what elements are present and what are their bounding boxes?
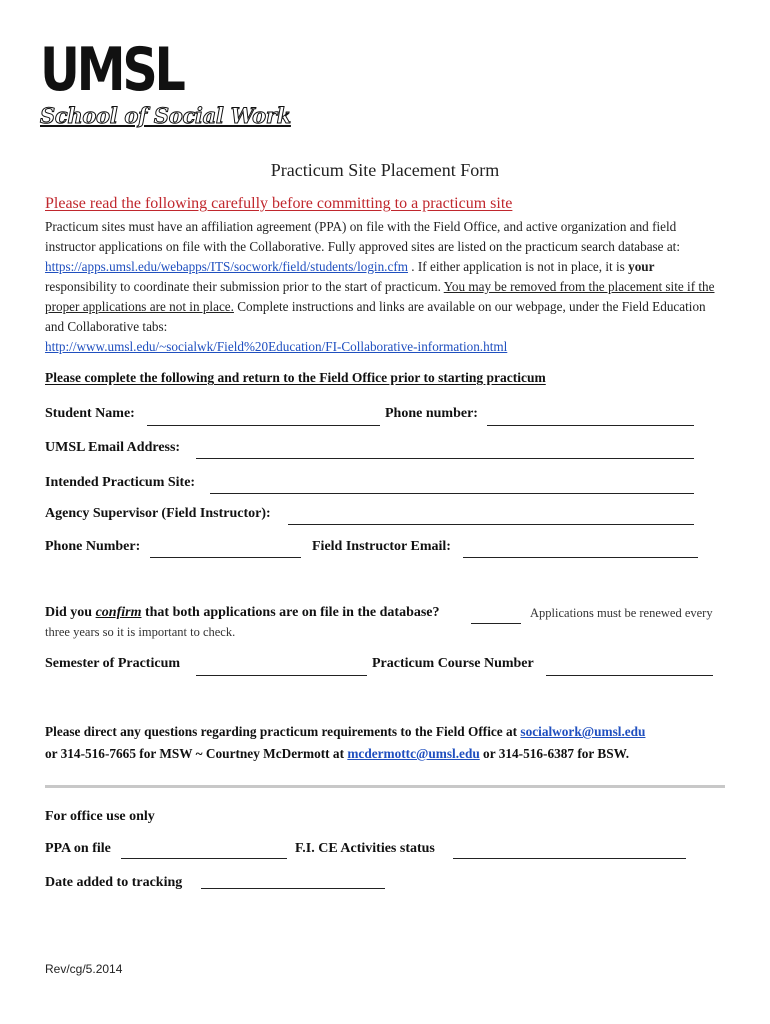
intro-bold-word: your — [628, 259, 655, 274]
intro-text-2: . If either application is not in place, it is — [408, 259, 629, 274]
logo-umsl-text: UMSL — [40, 35, 183, 105]
semester-label: Semester of Practicum — [45, 656, 181, 671]
agency-supervisor-field[interactable] — [288, 524, 694, 525]
fi-phone-label: Phone Number: — [45, 539, 141, 554]
course-number-label: Practicum Course Number — [372, 656, 534, 671]
field-office-email-link[interactable]: socialwork@umsl.edu — [520, 724, 646, 739]
intended-site-field[interactable] — [210, 493, 694, 494]
confirm-question — [45, 605, 440, 621]
intro-text-4: Complete instructions and links are available on our webpage, under the Field Education and Collaborative tabs: — [45, 299, 706, 334]
student-name-label: Student Name: — [45, 406, 135, 421]
bsw-email-link[interactable]: mcdermottc@umsl.edu — [347, 746, 480, 761]
warning-heading: Please read the following carefully before committing to a practicum site — [45, 195, 513, 212]
logo-school-text: School of Social Work — [40, 103, 291, 128]
intro-underlined-warning: You may be removed from the placement site if the proper applications are not in place. — [45, 279, 715, 314]
revision-footer: Rev/cg/5.2014 — [45, 962, 123, 976]
instruction-heading: Please complete the following and return to the Field Office prior to starting practicum — [45, 370, 546, 385]
fi-phone-field[interactable] — [150, 557, 301, 558]
umsl-email-field[interactable] — [196, 458, 694, 459]
confirm-pre: Did you — [45, 605, 96, 620]
intro-text-3: responsibility to coordinate their submission prior to the start of practicum. — [45, 279, 444, 294]
confirm-answer-field[interactable] — [471, 623, 521, 624]
intro-paragraph — [45, 217, 725, 357]
course-number-field[interactable] — [546, 675, 713, 676]
intro-text-1: Practicum sites must have an affiliation agreement (PPA) on file with the Field Office, and active organization and field instructor applications on file with the Collaborative. Fully approved sites are listed on the practicum search database at: — [45, 219, 681, 254]
date-added-field[interactable] — [201, 888, 385, 889]
umsl-email-label: UMSL Email Address: — [45, 440, 181, 455]
student-name-field[interactable] — [147, 425, 380, 426]
renew-note-2: three years so it is important to check. — [45, 625, 236, 639]
ppa-field[interactable] — [121, 858, 287, 859]
contact-paragraph — [45, 721, 735, 765]
fi-ce-label: F.I. CE Activities status — [295, 841, 435, 856]
section-divider — [45, 785, 725, 788]
contact-text-2: or 314-516-7665 for MSW ~ Courtney McDermott at — [45, 746, 348, 761]
phone-number-field[interactable] — [487, 425, 694, 426]
date-added-label: Date added to tracking — [45, 875, 183, 890]
umsl-logo — [40, 35, 291, 128]
webpage-link[interactable]: http://www.umsl.edu/~socialwk/Field%20Education/FI-Collaborative-information.html — [45, 339, 508, 354]
semester-field[interactable] — [196, 675, 367, 676]
form-title: Practicum Site Placement Form — [270, 160, 500, 180]
phone-number-label: Phone number: — [385, 406, 478, 421]
contact-text-3: or 314-516-6387 for BSW. — [479, 746, 630, 761]
fi-email-label: Field Instructor Email: — [312, 539, 451, 554]
database-link[interactable]: https://apps.umsl.edu/webapps/ITS/socwork/field/students/login.cfm — [45, 259, 408, 274]
intended-site-label: Intended Practicum Site: — [45, 475, 196, 490]
renew-note-1: Applications must be renewed every — [530, 606, 713, 620]
office-use-heading: For office use only — [45, 809, 155, 824]
ppa-label: PPA on file — [45, 841, 111, 856]
agency-supervisor-label: Agency Supervisor (Field Instructor): — [45, 506, 271, 521]
confirm-word: confirm — [95, 605, 142, 620]
confirm-post: that both applications are on file in the database? — [141, 605, 440, 620]
fi-ce-field[interactable] — [453, 858, 686, 859]
fi-email-field[interactable] — [463, 557, 698, 558]
contact-text-1: Please direct any questions regarding practicum requirements to the Field Office at — [45, 724, 521, 739]
